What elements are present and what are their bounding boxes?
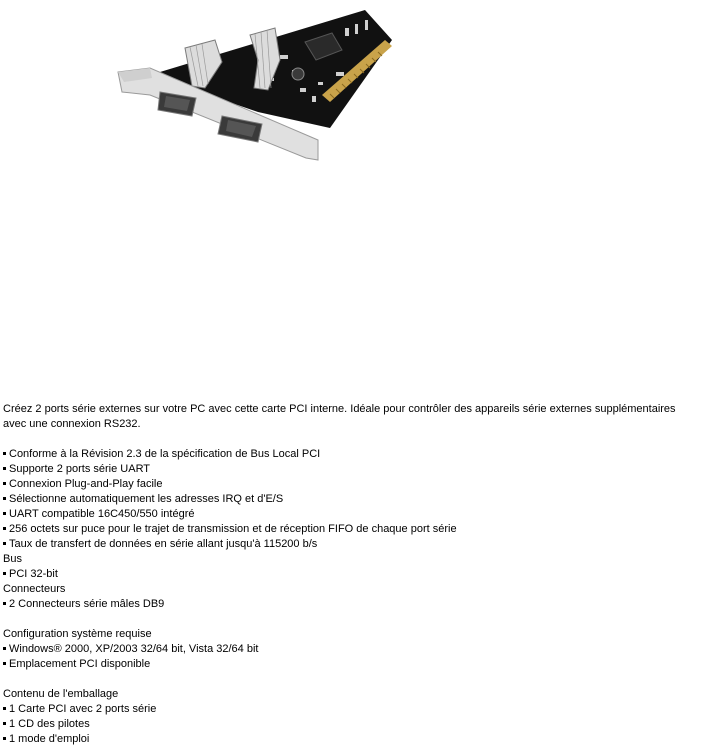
connectors-item: 2 Connecteurs série mâles DB9 xyxy=(3,597,693,612)
requirements-heading: Configuration système requise xyxy=(3,628,152,640)
bus-item: PCI 32-bit xyxy=(3,567,693,582)
feature-item: Sélectionne automatiquement les adresses IRQ et d'E/S xyxy=(3,492,693,507)
package-item: 1 CD des pilotes xyxy=(3,717,693,732)
feature-item: Conforme à la Révision 2.3 de la spécification de Bus Local PCI xyxy=(3,447,693,462)
product-description xyxy=(3,402,693,747)
bus-heading: Bus xyxy=(3,553,22,565)
feature-item: 256 octets sur puce pour le trajet de transmission et de réception FIFO de chaque port série xyxy=(3,522,693,537)
requirements-item: Windows® 2000, XP/2003 32/64 bit, Vista 32/64 bit xyxy=(3,642,693,657)
feature-item: UART compatible 16C450/550 intégré xyxy=(3,507,693,522)
package-item: 1 Carte PCI avec 2 ports série xyxy=(3,702,693,717)
package-heading: Contenu de l'emballage xyxy=(3,688,119,700)
intro-text: Créez 2 ports série externes sur votre PC avec cette carte PCI interne. Idéale pour contrôler des appareils série externes supplémentaires avec une connexion RS232. xyxy=(3,403,676,430)
package-item: 1 mode d'emploi xyxy=(3,732,693,747)
feature-item: Supporte 2 ports série UART xyxy=(3,462,693,477)
requirements-item: Emplacement PCI disponible xyxy=(3,657,693,672)
feature-item: Taux de transfert de données en série allant jusqu'à 115200 b/s xyxy=(3,537,693,552)
feature-item: Connexion Plug-and-Play facile xyxy=(3,477,693,492)
connectors-heading: Connecteurs xyxy=(3,583,66,595)
